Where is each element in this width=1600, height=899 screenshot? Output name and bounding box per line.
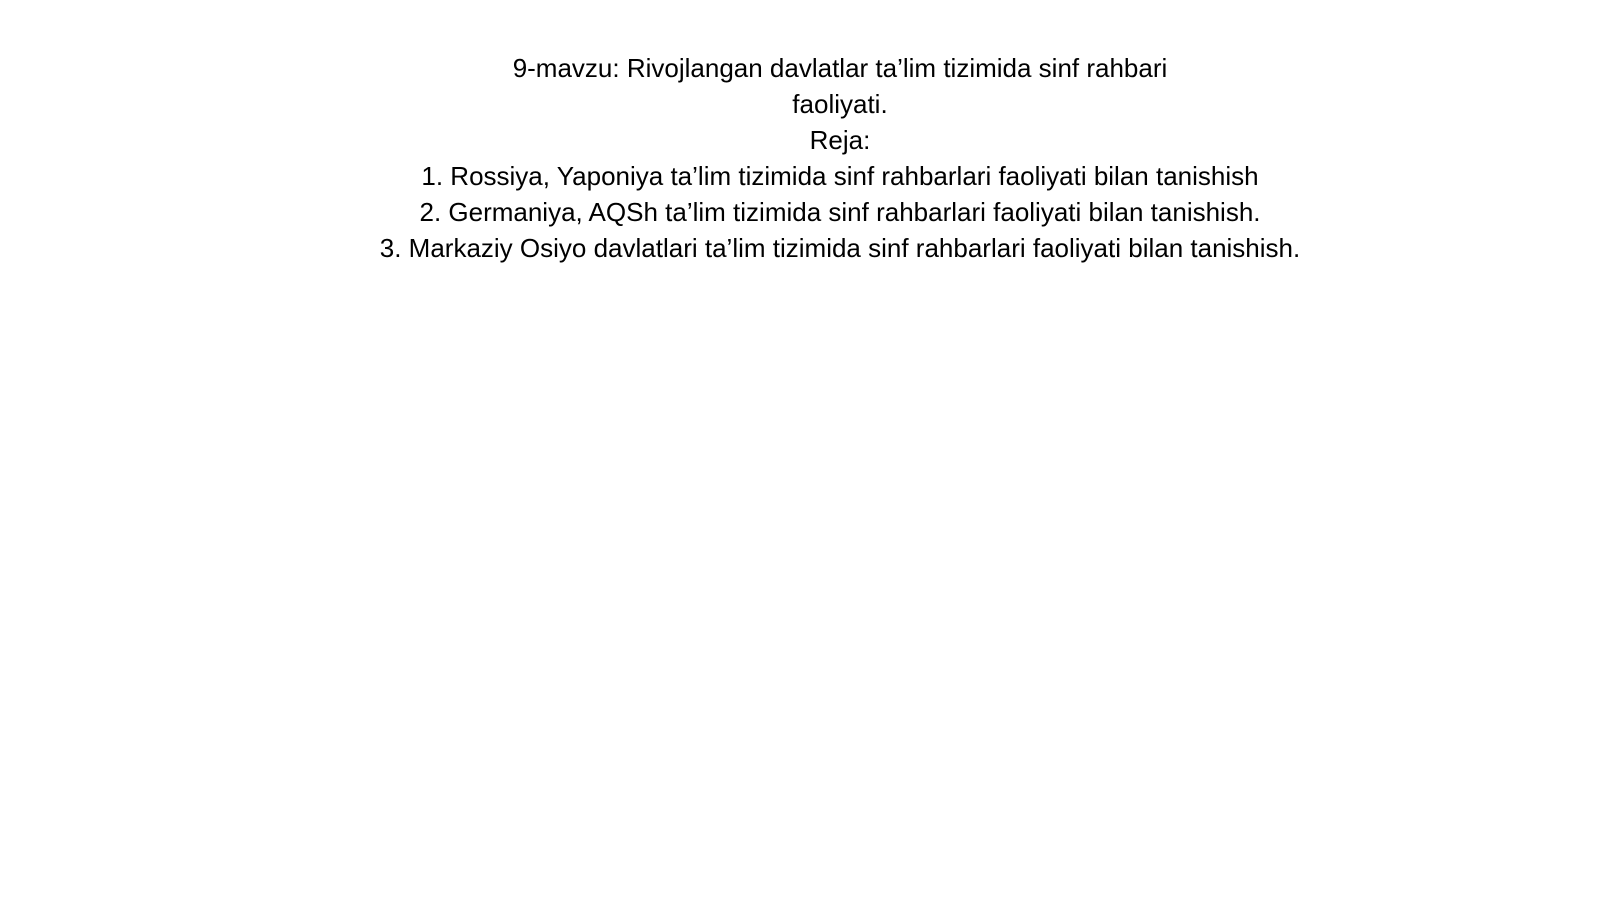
- plan-heading-wrap: [0, 122, 1600, 158]
- title-line-1-wrap: [0, 50, 1600, 86]
- plan-heading: Reja:: [809, 125, 871, 155]
- plan-item-2-wrap: [0, 194, 1600, 230]
- slide-title-line-1: 9-mavzu: Rivojlangan davlatlar ta’lim tizimida sinf rahbari: [512, 53, 1168, 83]
- title-line-2-wrap: [0, 86, 1600, 122]
- plan-item: 2. Germaniya, AQSh ta’lim tizimida sinf rahbarlari faoliyati bilan tanishish.: [419, 197, 1261, 227]
- slide-content: [0, 50, 1600, 266]
- slide-title-line-2: faoliyati.: [792, 89, 888, 119]
- text-block: [0, 50, 1600, 266]
- plan-item: 1. Rossiya, Yaponiya ta’lim tizimida sinf rahbarlari faoliyati bilan tanishish: [421, 161, 1259, 191]
- plan-item: 3. Markaziy Osiyo davlatlari ta’lim tizimida sinf rahbarlari faoliyati bilan tanishish.: [379, 233, 1301, 263]
- plan-item-1-wrap: [0, 158, 1600, 194]
- plan-item-3-wrap: [0, 230, 1600, 266]
